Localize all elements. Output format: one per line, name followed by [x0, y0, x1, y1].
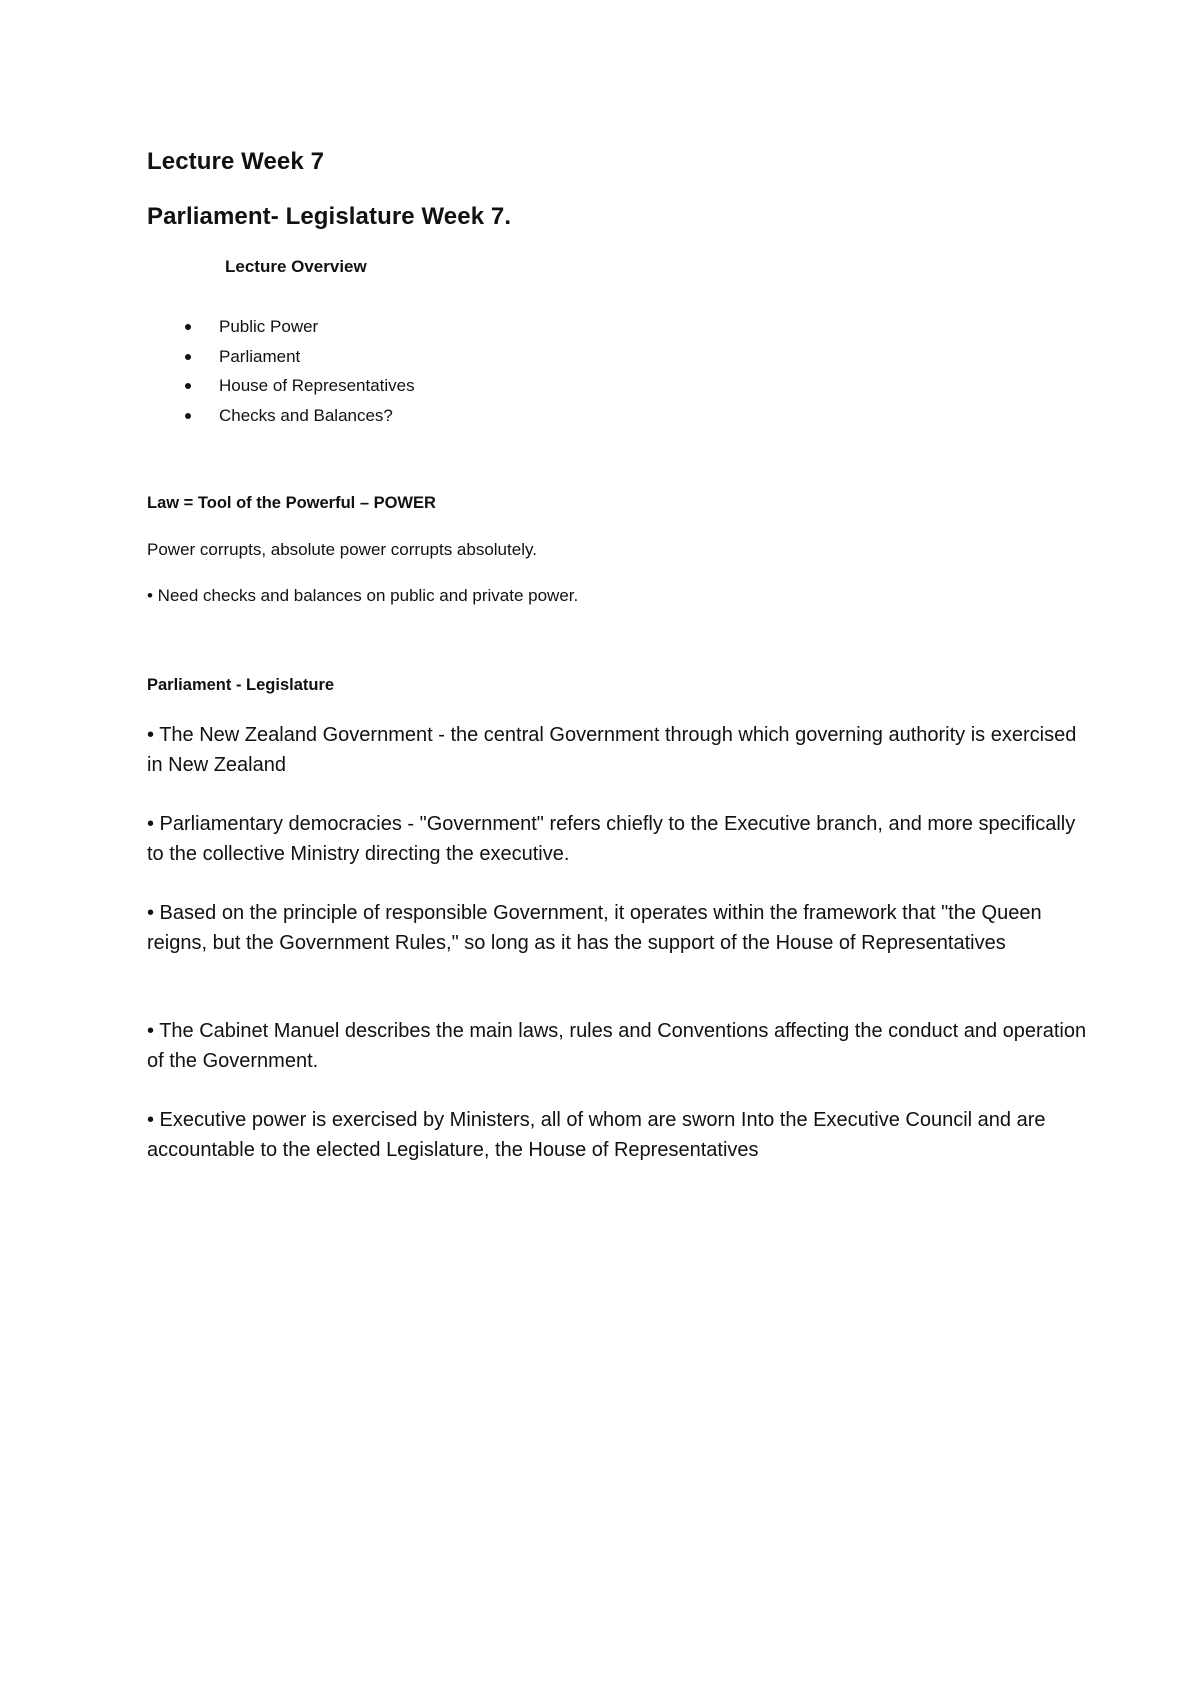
- list-item-label: House of Representatives: [219, 376, 415, 395]
- parliament-paragraph-3: • Based on the principle of responsible Government, it operates within the framework that "the Queen reigns, but the Government Rules," so long as it has the support of the House of Representatives: [147, 902, 1042, 954]
- power-line-1: Power corrupts, absolute power corrupts absolutely.: [147, 540, 537, 559]
- parliament-paragraph-4: • The Cabinet Manuel describes the main laws, rules and Conventions affecting the conduct and operation of the Government.: [147, 1020, 1087, 1072]
- document-subtitle: Parliament- Legislature Week 7.: [147, 203, 512, 230]
- bullet-icon: [185, 413, 191, 419]
- power-line-2: • Need checks and balances on public and private power.: [147, 586, 579, 605]
- parliament-paragraph-2: • Parliamentary democracies - "Government" refers chiefly to the Executive branch, and more specifically to the collective Ministry directing the executive.: [147, 813, 1076, 865]
- bullet-icon: [185, 354, 191, 360]
- bullet-icon: [185, 383, 191, 389]
- power-heading: Law = Tool of the Powerful – POWER: [147, 494, 436, 512]
- parliament-paragraph-5: • Executive power is exercised by Ministers, all of whom are sworn Into the Executive Council and are accountable to the elected Legislature, the House of Representatives: [147, 1109, 1046, 1161]
- bullet-icon: [185, 324, 191, 330]
- list-item-label: Parliament: [219, 346, 301, 366]
- document-title: Lecture Week 7: [147, 148, 325, 175]
- list-item-label: Checks and Balances?: [219, 405, 393, 425]
- list-item-label: Public Power: [219, 317, 319, 336]
- parliament-heading: Parliament - Legislature: [147, 676, 335, 694]
- parliament-paragraph-1: • The New Zealand Government - the central Government through which governing authority is exercised in New Zealand: [147, 724, 1077, 776]
- overview-heading: Lecture Overview: [225, 257, 367, 276]
